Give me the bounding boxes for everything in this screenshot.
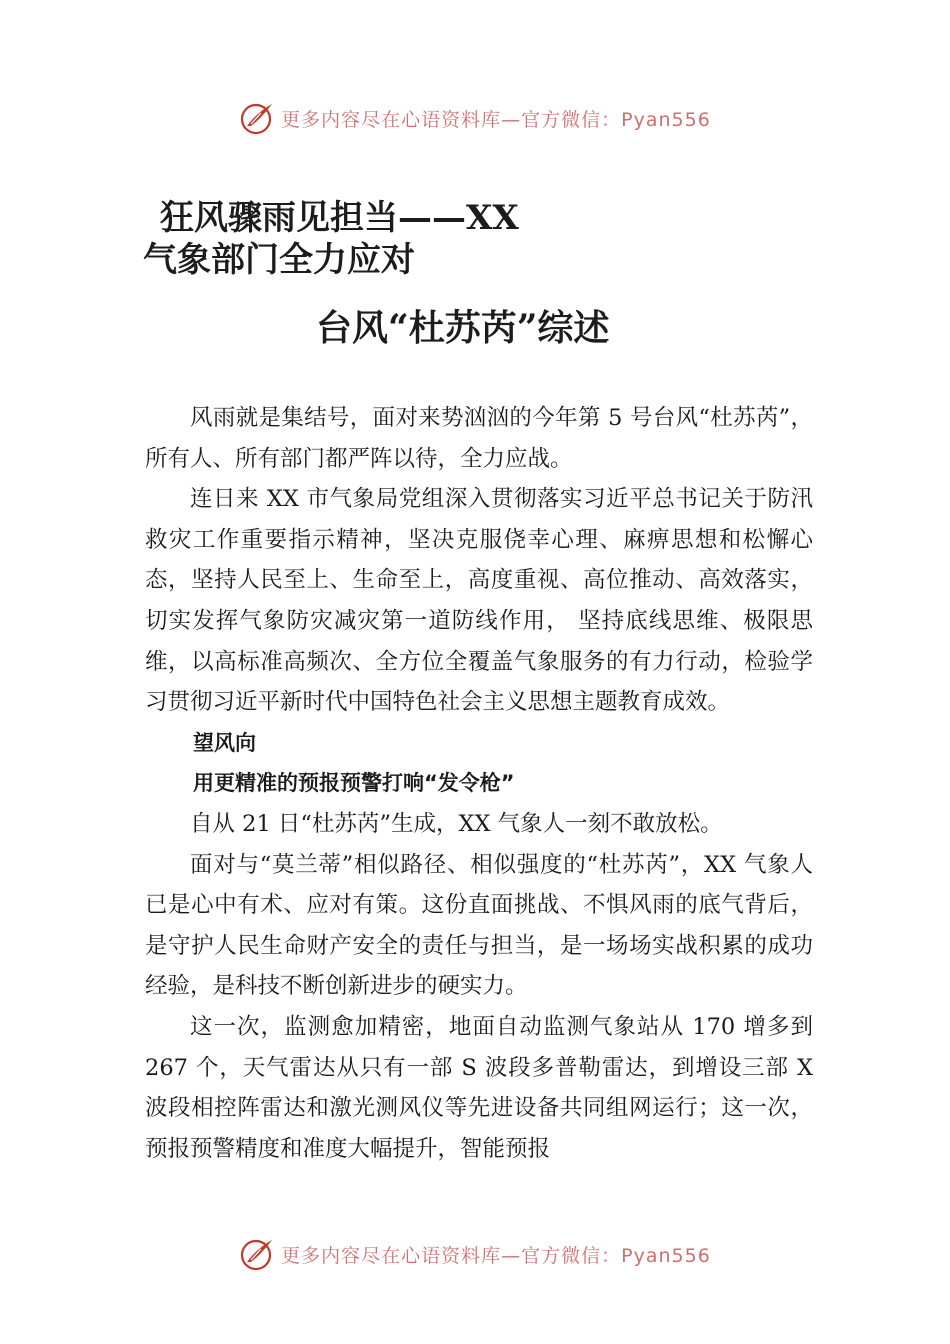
article-body xyxy=(145,398,813,1169)
quill-logo-icon xyxy=(239,100,275,136)
section-subheading: 用更精准的预报预警打响“发令枪” xyxy=(193,771,515,796)
paragraph: 面对与“莫兰蒂”相似路径、相似强度的“杜苏芮”，XX 气象人已是心中有术、应对有策。这份直面挑战、不惧风雨的底气背后，是守护人民生命财产安全的责任与担当，是一场场实战积累的成功经验，是科技不断创新进步的硬实力。 xyxy=(145,851,813,1000)
paragraph: 这一次，监测愈加精密，地面自动监测气象站从 170 增多到 267 个，天气雷达从只有一部 S 波段多普勒雷达，到增设三部 X 波段相控阵雷达和激光测风仪等先进设备共同组网运行；这一次，预报预警精度和准度大幅提升，智能预报 xyxy=(145,1013,813,1162)
paragraph: 连日来 XX 市气象局党组深入贯彻落实习近平总书记关于防汛救灾工作重要指示精神，坚决克服侥幸心理、麻痹思想和松懈心态，坚持人民至上、生命至上，高度重视、高位推动、高效落实，切实发挥气象防灾减灾第一道防线作用， 坚持底线思维、极限思维，以高标准高频次、全方位全覆盖气象服务的有力行动，检验学习贯彻习近平新时代中国特色社会主义思想主题教育成效。 xyxy=(145,486,813,716)
footer-watermark-banner xyxy=(0,1232,950,1276)
title-line-2: 气象部门全力应对 xyxy=(143,240,415,280)
header-watermark-banner xyxy=(0,96,950,140)
paragraph: 风雨就是集结号，面对来势汹汹的今年第 5 号台风“杜苏芮”，所有人、所有部门都严阵以待，全力应战。 xyxy=(145,405,813,472)
banner-text: 更多内容尽在心语资料库—官方微信：Pyan556 xyxy=(281,108,711,131)
title-line-3: 台风“杜苏芮”综述 xyxy=(316,307,610,349)
title-line-1: 狂风骤雨见担当——XX xyxy=(160,198,519,238)
section-heading: 望风向 xyxy=(193,730,256,755)
paragraph: 自从 21 日“杜苏芮”生成，XX 气象人一刻不敢放松。 xyxy=(190,810,723,837)
quill-logo-icon xyxy=(239,1236,275,1272)
banner-text: 更多内容尽在心语资料库—官方微信：Pyan556 xyxy=(281,1244,711,1267)
